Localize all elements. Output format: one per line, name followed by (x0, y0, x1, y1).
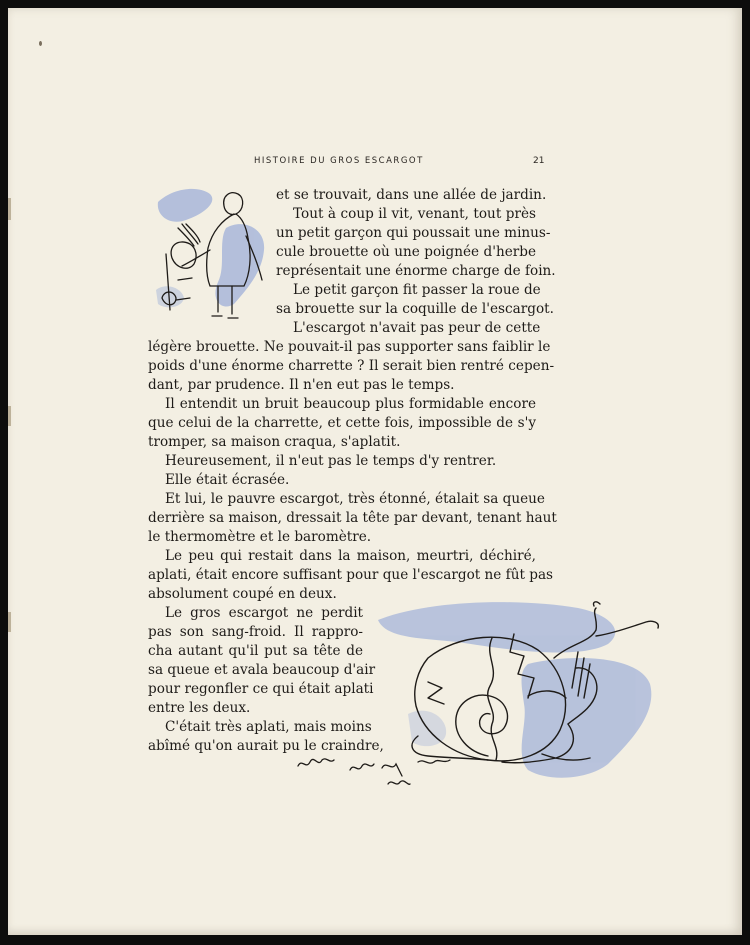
text-line: abîmé qu'on aurait pu le craindre, (148, 738, 384, 754)
text-line: aplati, était encore suffisant pour que l'escargot ne fût pas (148, 567, 554, 583)
ground-squiggles (298, 759, 450, 784)
text-line: pas son sang-froid. Il rappro- (148, 624, 363, 640)
text-line: Heureusement, il n'eut pas le temps d'y rentrer. (165, 453, 497, 469)
page-number: 21 (533, 156, 545, 166)
boy-with-wheelbarrow-illustration (148, 180, 273, 320)
running-title: HISTOIRE DU GROS ESCARGOT (254, 156, 424, 166)
text-line: et se trouvait, dans une allée de jardin. (276, 187, 547, 203)
text-line: Elle était écrasée. (165, 472, 290, 488)
text-line: Le gros escargot ne perdit (165, 605, 363, 621)
text-line: cule brouette où une poignée d'herbe (276, 244, 536, 260)
text-line: L'escargot n'avait pas peur de cette (293, 320, 541, 336)
text-line: derrière sa maison, dressait la tête par devant, tenant haut (148, 510, 557, 526)
text-line: C'était très aplati, mais moins (165, 719, 372, 735)
text-line: pour regonfler ce qui était aplati (148, 681, 374, 697)
page-edge-mark (8, 612, 11, 632)
paper-speck (39, 41, 42, 46)
text-line: que celui de la charrette, et cette fois, impossible de s'y (148, 415, 536, 431)
text-line: Et lui, le pauvre escargot, très étonné, étalait sa queue (165, 491, 545, 507)
text-line: Il entendit un bruit beaucoup plus formidable encore (165, 396, 536, 412)
text-line: légère brouette. Ne pouvait-il pas supporter sans faiblir le (148, 339, 551, 355)
text-line: sa queue et avala beaucoup d'air (148, 662, 376, 678)
text-line: tromper, sa maison craqua, s'aplatit. (148, 434, 401, 450)
text-line: Tout à coup il vit, venant, tout près (293, 206, 536, 222)
text-line: poids d'une énorme charrette ? Il serait bien rentré cepen- (148, 358, 555, 374)
text-line: Le peu qui restait dans la maison, meurtri, déchiré, (165, 548, 536, 564)
page-edge-mark (8, 198, 11, 220)
text-line: Le petit garçon fit passer la roue de (293, 282, 541, 298)
text-line: un petit garçon qui poussait une minus- (276, 225, 551, 241)
book-page (8, 8, 742, 935)
text-line: représentait une énorme charge de foin. (276, 263, 556, 279)
text-line: entre les deux. (148, 700, 251, 716)
text-line: le thermomètre et le baromètre. (148, 529, 372, 545)
text-line: dant, par prudence. Il n'en eut pas le temps. (148, 377, 455, 393)
page-edge-mark (8, 406, 11, 426)
blue-wash (378, 602, 651, 778)
text-line: absolument coupé en deux. (148, 586, 337, 602)
text-line: cha autant qu'il put sa tête de (148, 643, 363, 659)
text-line: sa brouette sur la coquille de l'escargot. (276, 301, 554, 317)
